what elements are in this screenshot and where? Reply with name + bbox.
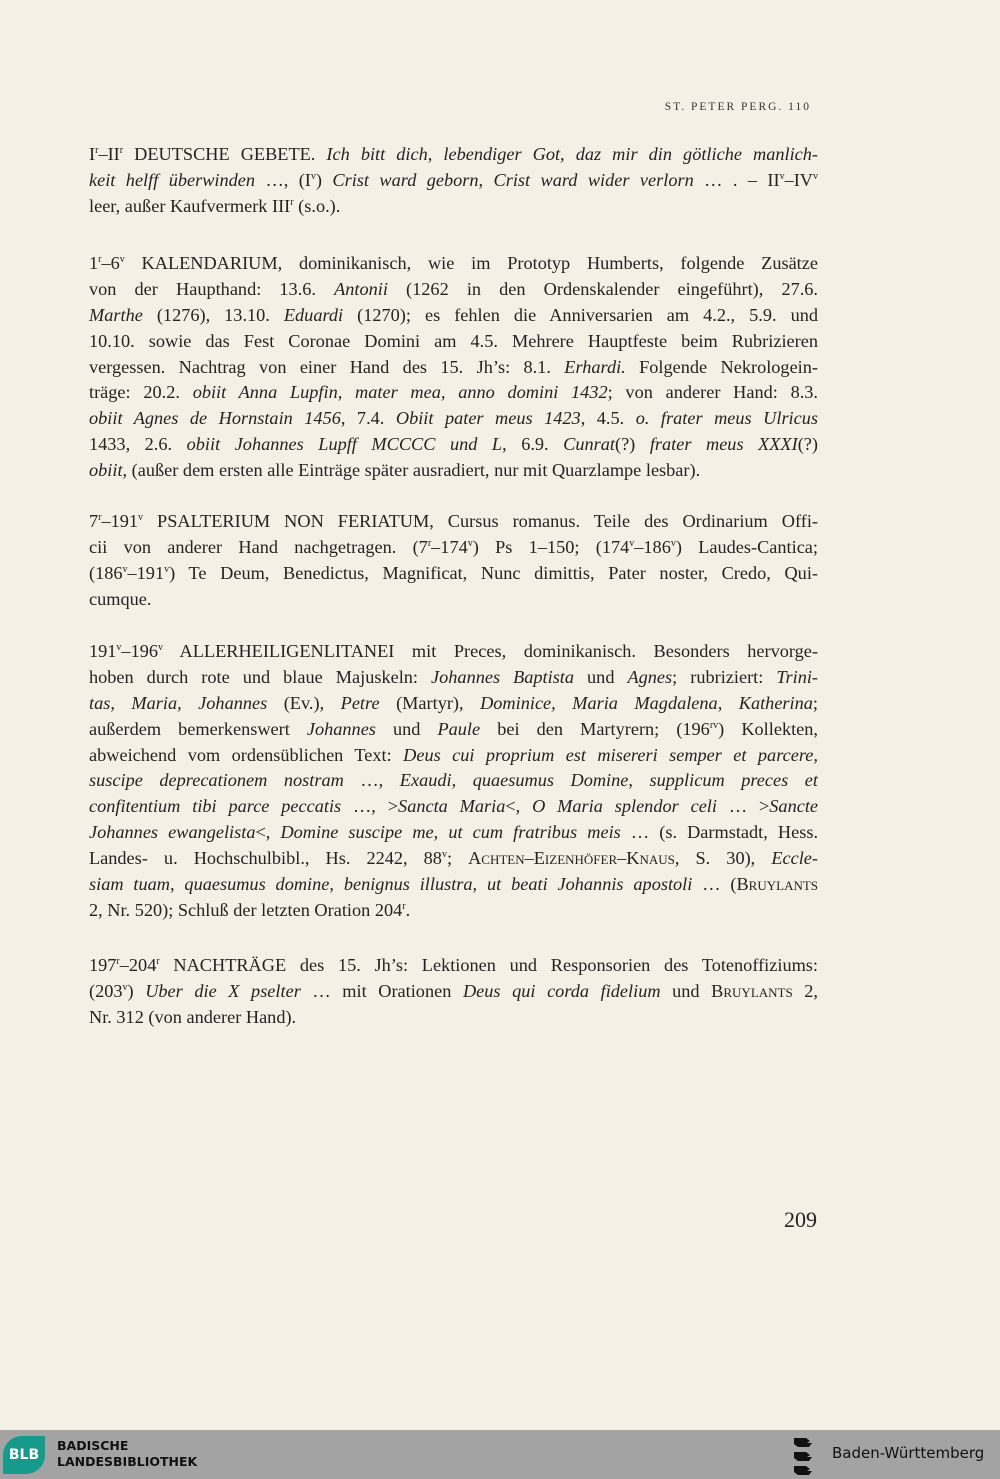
folio-superscript: v xyxy=(116,642,122,653)
folio-superscript: r xyxy=(427,537,432,549)
text-segment: leer, außer Kaufvermerk III xyxy=(89,195,291,216)
library-name[interactable] xyxy=(57,1438,197,1470)
text-segment: und xyxy=(375,718,438,739)
italic-quote: Johannes Baptista xyxy=(431,666,575,687)
text-segment: und xyxy=(574,666,628,687)
folio-superscript: v xyxy=(467,537,473,549)
folio-superscript: v xyxy=(119,254,125,265)
page-number: 209 xyxy=(784,1207,817,1232)
italic-quote: Johannes xyxy=(306,718,376,739)
text-segment: ) Te Deum, Benedictus, Magnificat, Nunc dimittis, Pater noster, Credo, Qui- xyxy=(169,562,818,583)
folio-superscript: v xyxy=(779,170,785,182)
library-name-line2: LANDESBIBLIOTHEK xyxy=(57,1454,198,1469)
text-segment: (?) xyxy=(797,434,818,455)
text-segment: . xyxy=(405,899,411,920)
italic-quote: Exaudi, quaesumus Domine, supplicum preces et xyxy=(399,770,818,791)
text-segment: ) xyxy=(127,980,146,1001)
folio-superscript: v xyxy=(813,170,819,182)
text-segment: I xyxy=(89,144,96,164)
text-segment: … ( xyxy=(692,874,737,895)
text-segment: bei den Martyrern; (196 xyxy=(480,718,710,739)
text-segment: (s.o.). xyxy=(293,195,341,216)
small-caps-citation: Bruylants xyxy=(736,874,819,895)
folio-superscript: v xyxy=(164,563,170,575)
text-segment: ; von anderer Hand: 8.3. xyxy=(607,382,819,403)
italic-quote: Antonii xyxy=(334,278,388,299)
italic-quote: Uber die X pselter xyxy=(145,980,301,1001)
text-segment: 7 xyxy=(89,511,99,531)
paragraph-psalterium xyxy=(89,509,818,613)
text-line xyxy=(89,458,818,484)
text-segment: hoben durch rote und blaue Majuskeln: xyxy=(89,666,432,687)
italic-quote: Crist ward geborn, Crist ward wider verlorn xyxy=(332,169,694,190)
italic-quote: obiit Johannes Lupff MCCCC und L xyxy=(186,434,503,455)
paragraph-deutsche-gebete xyxy=(89,142,818,220)
bw-lions-icon[interactable] xyxy=(790,1434,818,1476)
text-line xyxy=(89,979,818,1005)
text-segment: Landes- u. Hochschulbibl., Hs. 2242, 88 xyxy=(89,848,442,869)
small-caps-citation: Bruylants xyxy=(711,980,793,1001)
text-line xyxy=(89,953,818,979)
text-segment: DEUTSCHE GEBETE. xyxy=(123,144,327,164)
text-line xyxy=(89,846,818,872)
text-segment: <, xyxy=(505,796,533,817)
italic-quote: o. frater meus Ulricus xyxy=(635,408,819,429)
folio-superscript: v xyxy=(122,981,128,993)
text-segment: (203 xyxy=(89,980,123,1001)
text-segment: –II xyxy=(98,144,120,164)
text-segment: –204 xyxy=(119,955,157,975)
text-segment: ALLERHEILIGENLITANEI mit Preces, dominikanisch. Besonders hervorge- xyxy=(162,641,818,661)
text-segment: …, > xyxy=(341,796,399,817)
italic-quote: Petre xyxy=(340,692,380,713)
text-segment: <, xyxy=(255,822,281,843)
text-segment: cii von anderer Hand nachgetragen. (7 xyxy=(89,536,428,557)
italic-quote: Cunrat xyxy=(563,434,615,455)
italic-quote: O Maria splendor celi xyxy=(532,796,717,817)
text-line xyxy=(89,717,818,743)
running-head: ST. PETER PERG. 110 xyxy=(664,101,811,113)
footer-bar xyxy=(0,1430,1000,1479)
text-segment: und xyxy=(660,980,712,1001)
italic-quote: Johannes ewangelista xyxy=(89,822,256,843)
text-segment: –191 xyxy=(101,511,139,531)
folio-superscript: r xyxy=(98,254,102,265)
folio-superscript: r xyxy=(119,145,124,156)
text-segment: ) Laudes-Cantica; xyxy=(675,536,819,557)
text-line xyxy=(89,794,818,820)
italic-quote: Trini- xyxy=(776,666,819,687)
text-segment: , 6.9. xyxy=(502,434,564,455)
text-segment: abweichend vom ordensüblichen Text: xyxy=(89,744,404,765)
text-segment: ) Ps 1–150; (174 xyxy=(472,536,630,557)
text-line xyxy=(89,251,818,277)
text-line xyxy=(89,561,818,587)
blb-logo[interactable]: BLB xyxy=(3,1436,45,1474)
folio-superscript: v xyxy=(138,512,144,523)
folio-superscript: r xyxy=(98,512,102,523)
italic-quote: siam tuam, quaesumus domine, benignus illustra, ut beati Johannis apostoli xyxy=(89,874,693,895)
text-segment: außerdem bemerkenswert xyxy=(89,718,307,739)
text-segment: cumque. xyxy=(89,588,152,609)
paragraph-allerheiligenlitanei xyxy=(89,639,818,924)
folio-superscript: v xyxy=(441,849,447,861)
folio-superscript: r xyxy=(116,956,120,967)
folio-superscript: r xyxy=(402,900,406,912)
text-segment: ) Kollekten, xyxy=(718,718,818,739)
text-segment: –191 xyxy=(127,562,165,583)
text-segment: –IV xyxy=(784,169,814,190)
text-segment: (Martyr), xyxy=(379,692,481,713)
text-line xyxy=(89,277,818,303)
italic-quote: frater meus XXXI xyxy=(649,434,798,455)
text-segment: … mit Orationen xyxy=(300,980,463,1001)
text-segment: (1270); es fehlen die Anniversarien am 4.2., 5.9. und xyxy=(343,304,818,325)
text-segment: 10.10. sowie das Fest Coronae Domini am 4.5. Mehrere Hauptfeste beim Rubrizieren xyxy=(89,330,818,351)
folio-superscript: v xyxy=(310,170,316,182)
italic-quote: Agnes xyxy=(627,666,673,687)
text-segment: KALENDARIUM, dominikanisch, wie im Prototyp Humberts, folgende Zusätze xyxy=(124,253,818,273)
text-segment: vergessen. Nachtrag von einer Hand des 15. Jh’s: 8.1. xyxy=(89,356,565,377)
italic-quote: obiit Agnes de Hornstain 1456 xyxy=(89,408,341,429)
text-line xyxy=(89,355,818,381)
folio-superscript: v xyxy=(670,537,676,549)
text-line xyxy=(89,768,818,794)
text-line xyxy=(89,406,818,432)
italic-quote: Ich bitt dich, lebendiger Got, daz mir din götliche manlich- xyxy=(326,144,819,164)
text-segment: , (außer dem ersten alle Einträge später ausradiert, nur mit Quarzlampe lesbar). xyxy=(122,460,701,481)
text-segment: –186 xyxy=(634,536,671,557)
folio-superscript: r xyxy=(156,956,160,967)
text-line xyxy=(89,639,818,665)
text-segment: 2, xyxy=(792,980,819,1001)
text-line xyxy=(89,1005,818,1031)
italic-quote: Marthe xyxy=(89,304,143,325)
text-line xyxy=(89,432,818,458)
italic-quote: obiit Anna Lupfin, mater mea, anno domini 1432 xyxy=(192,382,608,403)
text-segment: –6 xyxy=(101,253,120,273)
text-segment: … > xyxy=(716,796,770,817)
text-segment: NACHTRÄGE des 15. Jh’s: Lektionen und Responsorien des Totenoffiziums: xyxy=(159,955,818,975)
library-name-line1: BADISCHE xyxy=(57,1438,129,1453)
paragraph-nachtraege xyxy=(89,953,818,1031)
text-line xyxy=(89,820,818,846)
text-line xyxy=(89,665,818,691)
text-line xyxy=(89,329,818,355)
small-caps-citation: Achten–Eizenhöfer–Knaus xyxy=(468,848,675,869)
text-segment: 1433, 2.6. xyxy=(89,434,187,455)
text-segment: Nr. 312 (von anderer Hand). xyxy=(89,1006,297,1027)
text-segment: , 4.5. xyxy=(580,408,636,429)
text-line xyxy=(89,743,818,769)
text-segment: (Ev.), xyxy=(267,692,341,713)
text-segment: 2, Nr. 520); Schluß der letzten Oration 204 xyxy=(89,899,403,920)
text-line xyxy=(89,168,818,194)
text-segment: 197 xyxy=(89,955,117,975)
italic-quote: Eccle- xyxy=(771,848,818,869)
italic-quote: Sancta Maria xyxy=(398,796,506,817)
italic-quote: obiit xyxy=(89,460,123,481)
italic-quote: Deus cui proprium est misereri semper et parcere, xyxy=(403,744,818,765)
text-line xyxy=(89,380,818,406)
folio-superscript: r xyxy=(290,196,294,208)
text-segment: , S. 30), xyxy=(674,848,772,869)
text-line xyxy=(89,303,818,329)
text-segment: … . – II xyxy=(693,169,780,190)
text-segment: (?) xyxy=(614,434,650,455)
text-segment: 191 xyxy=(89,641,117,661)
italic-quote: keit helff überwinden xyxy=(89,169,256,190)
text-segment: ; rubriziert: xyxy=(672,666,777,687)
italic-quote: Obiit pater meus 1423 xyxy=(395,408,581,429)
italic-quote: Dominice, Maria Magdalena, Katherina xyxy=(480,692,813,713)
italic-quote: Domine suscipe me, ut cum fratribus meis xyxy=(280,822,621,843)
text-segment: ; xyxy=(446,848,469,869)
text-segment: ) xyxy=(315,169,333,190)
folio-superscript: r xyxy=(95,145,99,156)
text-segment: –196 xyxy=(121,641,158,661)
state-name[interactable]: Baden-Württemberg xyxy=(832,1444,985,1462)
italic-quote: Paule xyxy=(437,718,481,739)
text-segment: ; xyxy=(812,692,818,713)
text-segment: von der Haupthand: 13.6. xyxy=(89,278,335,299)
text-line xyxy=(89,535,818,561)
folio-superscript: v xyxy=(629,537,635,549)
italic-quote: Erhardi. xyxy=(564,356,626,377)
text-line xyxy=(89,142,818,168)
text-segment: …, (I xyxy=(255,169,311,190)
text-line xyxy=(89,509,818,535)
text-segment: … (s. Darmstadt, Hess. xyxy=(620,822,819,843)
italic-quote: Sancte xyxy=(769,796,819,817)
folio-superscript: v xyxy=(122,563,128,575)
italic-quote: Eduardi xyxy=(283,304,344,325)
folio-superscript: rv xyxy=(709,719,719,731)
text-segment: träge: 20.2. xyxy=(89,382,193,403)
text-line xyxy=(89,194,818,220)
italic-quote: confitentium tibi parce peccatis xyxy=(89,796,342,817)
text-segment: , 7.4. xyxy=(340,408,396,429)
text-segment: –174 xyxy=(431,536,468,557)
text-line xyxy=(89,898,818,924)
text-segment: …, xyxy=(343,770,400,791)
text-line xyxy=(89,872,818,898)
text-line xyxy=(89,587,818,613)
italic-quote: suscipe deprecationem nostram xyxy=(89,770,344,791)
text-line xyxy=(89,691,818,717)
italic-quote: tas, Maria, Johannes xyxy=(89,692,268,713)
paragraph-kalendarium xyxy=(89,251,818,484)
text-segment: (186 xyxy=(89,562,123,583)
text-segment: (1276), 13.10. xyxy=(142,304,284,325)
italic-quote: Deus qui corda fidelium xyxy=(462,980,661,1001)
text-segment: (1262 in den Ordenskalender eingeführt), 27.6. xyxy=(387,278,819,299)
folio-superscript: v xyxy=(157,642,163,653)
text-segment: 1 xyxy=(89,253,99,273)
text-segment: PSALTERIUM NON FERIATUM, Cursus romanus. Teile des Ordinarium Offi- xyxy=(143,511,818,531)
text-segment: Folgende Nekrologein- xyxy=(625,356,818,377)
